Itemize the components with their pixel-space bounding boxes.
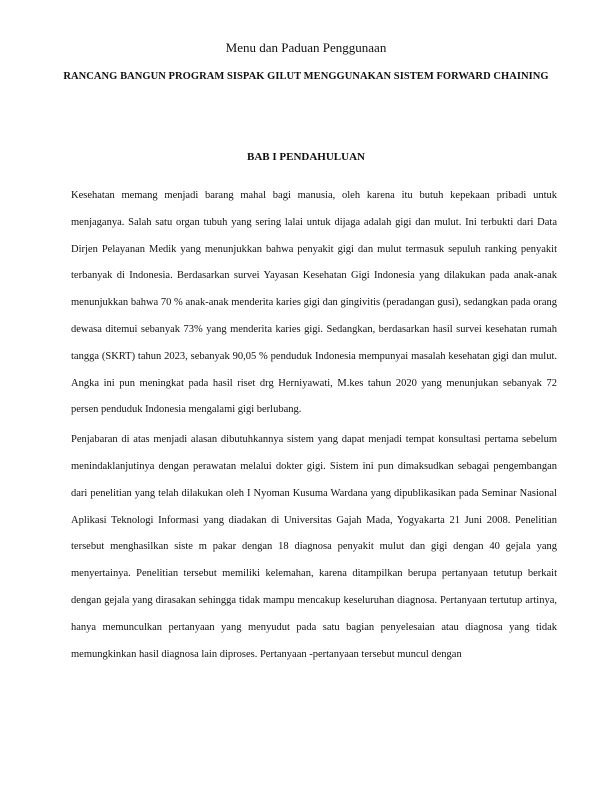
document-subtitle: RANCANG BANGUN PROGRAM SISPAK GILUT MENGGUNAKAN SISTEM FORWARD CHAINING xyxy=(63,71,549,82)
document-title: Menu dan Paduan Penggunaan xyxy=(225,40,387,55)
paragraph: Penjabaran di atas menjadi alasan dibutuhkannya sistem yang dapat menjadi tempat konsultasi pertama sebelum menindaklanjutinya dengan perawatan melalui dokter gigi. Sistem ini pun dimaksudkan sebagai pengembangan dari penelitian yang telah dilakukan oleh I Nyoman Kusuma Wardana yang dipublikasikan pada Seminar Nasional Aplikasi Teknologi Informasi yang diadakan di Universitas Gajah Mada, Yogyakarta 21 Juni 2008. Penelitian tersebut menghasilkan siste m pakar dengan 18 diagnosa penyakit mulut dan gigi dengan 40 gejala yang menyertainya. Penelitian tersebut memiliki kelemahan, karena ditampilkan berupa pertanyaan tetutup berkait dengan gejala yang dirasakan sehingga tidak mampu mencakup keseluruhan diagnosa. Pertanyaan tertutup artinya, hanya memunculkan pertanyaan yang menyudut pada satu bagian penyelesaian atau diagnosa yang tidak memungkinkan hasil diagnosa lain diproses. Pertanyaan -pertanyaan tersebut muncul dengan xyxy=(71,434,557,660)
chapter-heading: BAB I PENDAHULUAN xyxy=(247,151,365,163)
body-text xyxy=(71,183,557,671)
paragraph: Kesehatan memang menjadi barang mahal bagi manusia, oleh karena itu butuh kepekaan pribadi untuk menjaganya. Salah satu organ tubuh yang sering lalai untuk dijaga adalah gigi dan mulut. Ini terbukti dari Data Dirjen Pelayanan Medik yang menunjukkan bahwa penyakit gigi dan mulut termasuk sepuluh ranking penyakit terbanyak di Indonesia. Berdasarkan survei Yayasan Kesehatan Gigi Indonesia yang dilakukan pada anak-anak menunjukkan bahwa 70 % anak-anak menderita karies gigi dan gingivitis (peradangan gusi), sedangkan pada orang dewasa ditemui sebanyak 73% yang menderita karies gigi. Sedangkan, berdasarkan hasil survei kesehatan rumah tangga (SKRT) tahun 2023, sebanyak 90,05 % penduduk Indonesia mempunyai masalah kesehatan gigi dan mulut. Angka ini pun meningkat pada hasil riset drg Herniyawati, M.kes tahun 2020 yang menunjukan sebanyak 72 persen penduduk Indonesia mengalami gigi berlubang. xyxy=(71,190,557,416)
